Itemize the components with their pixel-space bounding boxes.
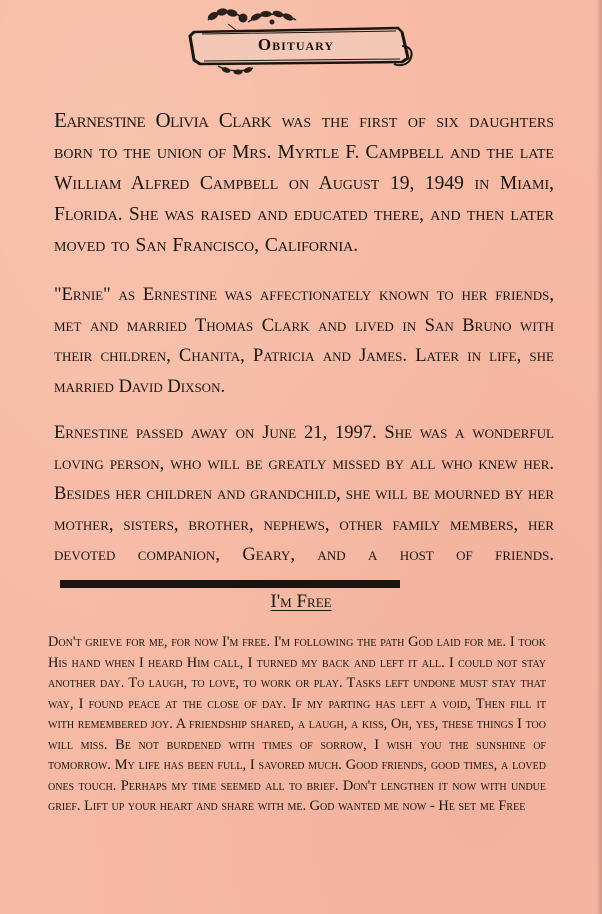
paragraph-3-text: Ernestine passed away on June 21, 1997. She was a wonderful loving person, who will be greatly missed by all who knew her. Besides her children and grandchild, she will be mourned by her mother, sisters, brother, nephews, other family members, her devoted companion, Geary, and a host of friends. [54, 423, 554, 565]
obituary-paragraph-2: "Ernie" as Ernestine was affectionately known to her friends, met and married Thomas Clark and lived in San Bruno with their children, Chanita, Patricia and James. Later in life, she married David Dixson. [54, 285, 554, 397]
obituary-banner [188, 6, 416, 76]
poem-text: Don't grieve for me, for now I'm free. I'm following the path God laid for me. I took His hand when I heard Him call, I turned my back and left it all. I could not stay another day. To laugh, to love, to work or play. Tasks left undone must stay that way, I found peace at the close of day. If my parting has left a void, Then fill it with remembered joy. A friendship shared, a laugh, a kiss, Oh, yes, these things I too will miss. Be not burdened with times of sorrow, I wish you the sunshine of tomorrow. My life has been full, I savored much. Good friends, good times, a loved ones touch. Perhaps my time seemed all to brief. Don't lengthen it now with undue grief. Lift up your heart and share with me. God wanted me now - He set me Free [48, 634, 546, 814]
horizontal-rule [60, 580, 400, 588]
paragraph-1-text: was the first of six daughters born to the union of Mrs. Myrtle F. Campbell and the late William Alfred Campbell on August 19, 1949 in Miami, Florida. She was raised and educated there, and then later moved to San Francisco, California. [54, 111, 554, 256]
obituary-heading: Obituary [257, 35, 335, 54]
obituary-paragraph-1 [54, 105, 554, 261]
deceased-name: Earnestine Olivia Clark [54, 108, 272, 132]
poem-title: I'm Free [270, 591, 332, 612]
obituary-paragraph-3 [54, 418, 554, 601]
paper-edge-shadow [596, 0, 602, 914]
